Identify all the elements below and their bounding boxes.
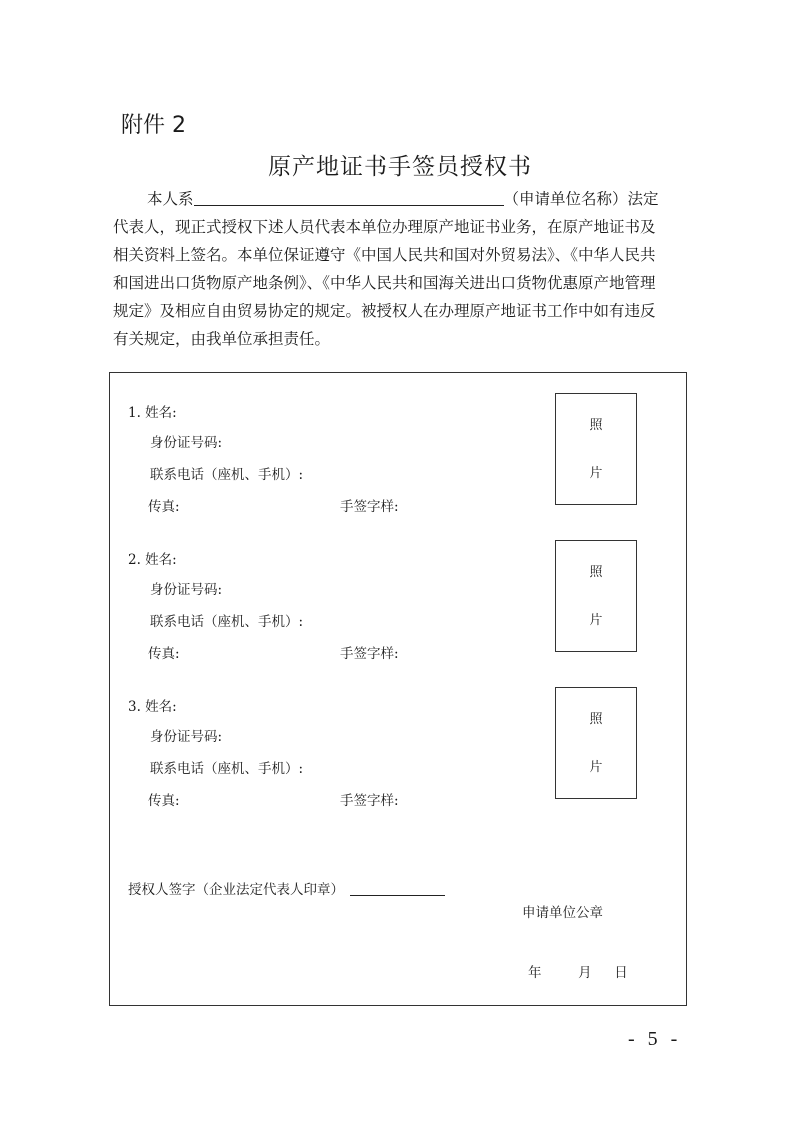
name-label: 2. 姓名: — [128, 552, 177, 568]
intro-line-4: 和国进出口货物原产地条例》、《中华人民共和国海关进出口货物优惠原产地管理 — [113, 274, 656, 292]
document-title: 原产地证书手签员授权书 — [268, 154, 532, 180]
date-year: 年 — [528, 965, 542, 981]
phone-label: 联系电话（座机、手机）: — [150, 467, 304, 483]
name-label: 3. 姓名: — [128, 699, 177, 715]
authorizer-signature-label: 授权人签字（企业法定代表人印章） — [128, 882, 344, 898]
intro-line-5: 规定》及相应自由贸易协定的规定。被授权人在办理原产地证书工作中如有违反 — [113, 302, 656, 320]
attachment-label: 附件 2 — [121, 113, 186, 138]
photo-label-bottom: 片 — [589, 466, 603, 481]
date-day: 日 — [614, 965, 628, 981]
phone-label: 联系电话（座机、手机）: — [150, 614, 304, 630]
intro-prefix: 本人系 — [147, 190, 194, 208]
intro-line-6: 有关规定，由我单位承担责任。 — [113, 330, 331, 348]
photo-box — [555, 687, 637, 799]
id-number-label: 身份证号码: — [150, 582, 223, 598]
fax-label: 传真: — [148, 499, 180, 515]
photo-label-bottom: 片 — [589, 613, 603, 628]
company-name-blank[interactable] — [194, 187, 504, 206]
name-label: 1. 姓名: — [128, 405, 177, 421]
fax-label: 传真: — [148, 793, 180, 809]
photo-label-bottom: 片 — [589, 760, 603, 775]
intro-line-3: 相关资料上签名。本单位保证遵守《中国人民共和国对外贸易法》、《中华人民共 — [113, 246, 656, 264]
date-row — [528, 961, 628, 981]
id-number-label: 身份证号码: — [150, 435, 223, 451]
photo-label-top: 照 — [589, 418, 603, 433]
authorizer-signature-blank[interactable] — [350, 881, 445, 896]
photo-box — [555, 540, 637, 652]
fax-label: 传真: — [148, 646, 180, 662]
intro-paragraph — [113, 185, 698, 353]
signature-sample-label: 手签字样: — [340, 499, 399, 515]
page-number: - 5 - — [628, 1028, 682, 1050]
photo-label-top: 照 — [589, 565, 603, 580]
authorizer-signature-row — [128, 878, 445, 898]
signature-sample-label: 手签字样: — [340, 793, 399, 809]
photo-label-top: 照 — [589, 712, 603, 727]
phone-label: 联系电话（座机、手机）: — [150, 761, 304, 777]
intro-line-1 — [113, 185, 698, 213]
intro-line-2: 代表人，现正式授权下述人员代表本单位办理原产地证书业务，在原产地证书及 — [113, 218, 656, 236]
signature-sample-label: 手签字样: — [340, 646, 399, 662]
id-number-label: 身份证号码: — [150, 729, 223, 745]
date-month: 月 — [578, 965, 592, 981]
company-seal-label: 申请单位公章 — [522, 905, 603, 921]
photo-box — [555, 393, 637, 505]
intro-suffix: （申请单位名称）法定 — [503, 190, 659, 208]
authorization-box — [109, 372, 687, 1006]
